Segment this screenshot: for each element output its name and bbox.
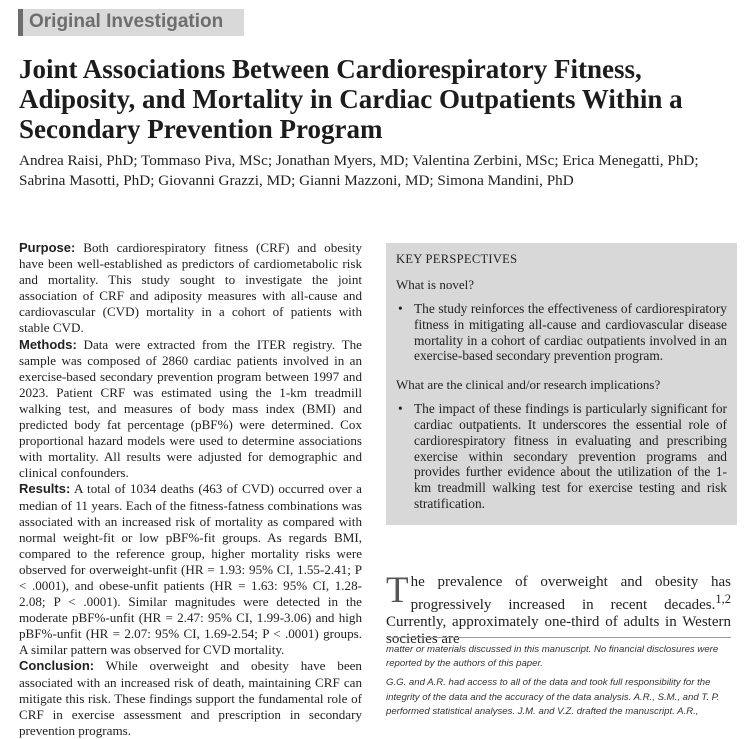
- abstract-methods: [19, 337, 362, 482]
- key-perspectives-question-implications: What are the clinical and/or research implications?: [396, 377, 661, 393]
- conclusion-text: While overweight and obesity have been associated with an increased risk of death, maintaining CRF can mitigate this risk. These findings support the fundamental role of CRF in exercise assessment and prescription in secondary prevention programs.: [19, 658, 362, 738]
- footnote-disclosures: matter or materials discussed in this manuscript. No financial disclosures were reported by the authors of this paper.: [386, 644, 719, 670]
- answer-novel-text: The study reinforces the effectiveness of cardiorespiratory fitness in mitigating all-cause and cardiovascular disease mortality in a cohort of cardiac outpatients involved in an exercise-based secondary prevention program.: [414, 301, 727, 364]
- key-perspectives-answer-novel: [396, 301, 727, 364]
- abstract-purpose: [19, 240, 362, 337]
- bullet-icon: •: [398, 301, 403, 316]
- article-title: Joint Associations Between Cardiorespiratory Fitness, Adiposity, and Mortality in Cardiac Outpatients Within a Secondary Prevention Program: [19, 54, 683, 144]
- purpose-text: Both cardiorespiratory fitness (CRF) and obesity have been well-established as predictors of cardiometabolic risk and mortality. This study sought to investigate the joint association of CRF and adiposity measures with all-cause and cardiovascular (CVD) mortality in a cohort of patients with stable CVD.: [19, 240, 362, 336]
- answer-implications-text: The impact of these findings is particularly significant for cardiac outpatients. It underscores the essential role of cardiorespiratory fitness in evaluating and prescribing exercise within secondary prevention programs and provides further evidence about the utilization of the 1-km treadmill walking test for exercise testing and risk stratification.: [414, 401, 727, 511]
- section-label: [18, 9, 244, 36]
- conclusion-heading: Conclusion:: [19, 658, 95, 674]
- abstract-conclusion: [19, 658, 362, 738]
- key-perspectives-box: [386, 243, 737, 525]
- results-text: A total of 1034 deaths (463 of CVD) occurred over a median of 11 years. Each of the fitness-fatness combinations was associated with an increased risk of mortality as compared with normal weight-fit or low pBF%-fit groups. As regards BMI, compared to the reference group, higher mortality risks were observed for overweight-unfit (HR = 1.93: 95% CI, 1.55-2.41; P < .0001), and obese-unfit patients (HR = 1.63: 95% CI, 1.28-2.08; P < .0001). Similar magnitudes were detected in the moderate pBF%-unfit (HR = 2.47: 95% CI, 1.99-3.06) and high pBF%-unfit (HR = 2.07: 95% CI, 1.69-2.54; P < .0001) groups. A similar pattern was observed for CVD mortality.: [19, 481, 362, 658]
- reference-citation[interactable]: 1,2: [715, 592, 731, 606]
- results-heading: Results:: [19, 481, 71, 497]
- footnotes: [386, 643, 731, 724]
- methods-text: Data were extracted from the ITER registry. The sample was composed of 2860 cardiac patients involved in an exercise-based secondary prevention program between 1997 and 2023. Patient CRF was estimated using the 1-km treadmill walking test, and measures of body mass index (BMI) and predicted body fat percentage (pBF%) were determined. Cox proportional hazard models were used to determine associations with mortality. All results were adjusted for demographic and clinical confounders.: [19, 336, 362, 481]
- section-label-text: Original Investigation: [29, 11, 224, 32]
- abstract: [19, 240, 362, 738]
- drop-cap: T: [386, 570, 409, 611]
- purpose-heading: Purpose:: [19, 240, 76, 255]
- bullet-icon: •: [398, 401, 403, 417]
- key-perspectives-answer-implications: [396, 401, 727, 512]
- author-list: Andrea Raisi, PhD; Tommaso Piva, MSc; Jonathan Myers, MD; Valentina Zerbini, MSc; Erica Menegatti, PhD; Sabrina Masotti, PhD; Giovanni Grazzi, MD; Gianni Mazzoni, MD; Simona Mandini, PhD: [19, 152, 699, 189]
- footnote-divider: [386, 637, 731, 638]
- footnote-contributions: G.G. and A.R. had access to all of the data and took full responsibility for the integrity of the data and the accuracy of the data analysis. A.R., S.M., and T. P. performed statistical analyses. J.M. and V.Z. drafted the manuscript. A.R.,: [386, 677, 720, 717]
- intro-text-start: he prevalence of overweight and obesity has progressively increased in recent decades.: [410, 574, 731, 613]
- methods-heading: Methods:: [19, 336, 77, 352]
- key-perspectives-question-novel: What is novel?: [396, 277, 474, 292]
- key-perspectives-title: KEY PERSPECTIVES: [396, 252, 518, 266]
- intro-text-end: Currently, approximately one-third of adults in Western societies are: [386, 614, 731, 647]
- abstract-results: [19, 481, 362, 658]
